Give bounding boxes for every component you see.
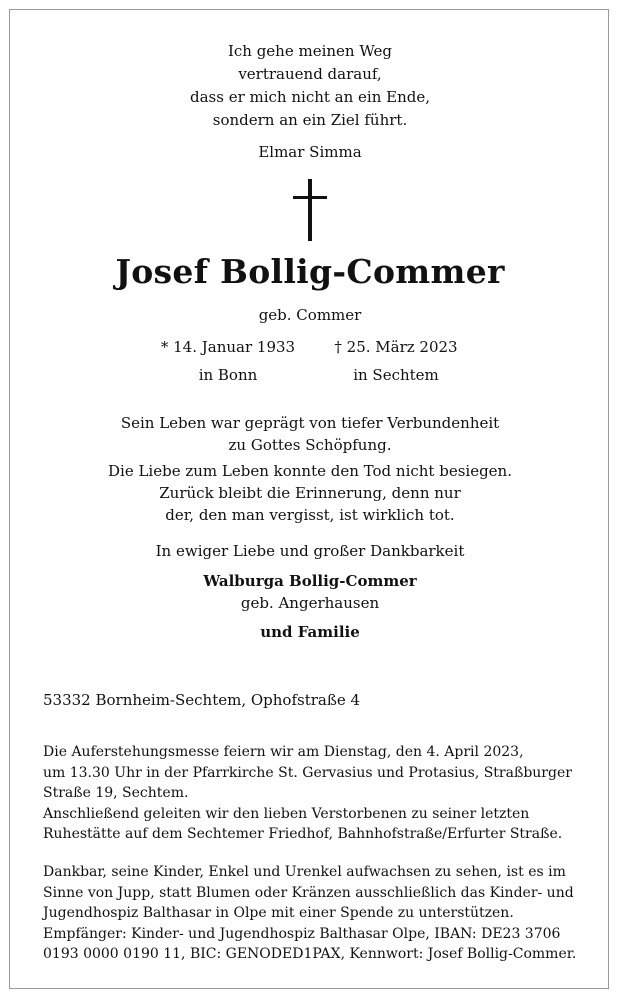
deceased-name: Josef Bollig-Commer: [115, 252, 505, 291]
text-line: Die Liebe zum Leben konnte den Tod nicht besiegen.: [108, 462, 512, 480]
text-line: Sinne von Jupp, statt Blumen oder Kränzen ausschließlich das Kinder- und: [43, 884, 574, 901]
text-line: Die Auferstehungsmesse feiern wir am Dienstag, den 4. April 2023,: [43, 744, 524, 760]
birth-info: [158, 336, 298, 386]
death-info: [326, 336, 466, 386]
poem-author: Elmar Simma: [258, 143, 362, 161]
poem: [0, 40, 620, 132]
mourner-family: und Familie: [260, 623, 360, 641]
dedication-line: In ewiger Liebe und großer Dankbarkeit: [155, 542, 465, 560]
death-place: in Sechtem: [353, 366, 439, 384]
birth-date: * 14. Januar 1933: [160, 338, 296, 356]
poem-line: vertrauend darauf,: [238, 65, 382, 83]
text-line: zu Gottes Schöpfung.: [228, 436, 392, 454]
text-line: Ruhestätte auf dem Sechtemer Friedhof, Bahnhofstraße/Erfurter Straße.: [43, 826, 563, 842]
donation-info: [43, 862, 583, 965]
text-line: Dankbar, seine Kinder, Enkel und Urenkel aufwachsen zu sehen, ist es im: [43, 864, 566, 880]
death-date: † 25. März 2023: [334, 338, 458, 356]
cross-icon: [293, 179, 327, 241]
text-line: um 13.30 Uhr in der Pfarrkirche St. Gervasius und Protasius, Straßburger: [43, 764, 572, 781]
tribute-paragraph-1: [0, 412, 620, 456]
birth-place: in Bonn: [198, 366, 258, 384]
mourner-name: Walburga Bollig-Commer: [203, 572, 417, 590]
mourner-birth-name: geb. Angerhausen: [240, 594, 380, 612]
text-line: Zurück bleibt die Erinnerung, denn nur: [159, 484, 461, 502]
text-line: der, den man vergisst, ist wirklich tot.: [165, 506, 455, 524]
text-line: Straße 19, Sechtem.: [43, 785, 189, 801]
poem-line: Ich gehe meinen Weg: [227, 42, 393, 60]
tribute-paragraph-2: [0, 460, 620, 526]
poem-line: sondern an ein Ziel führt.: [212, 111, 408, 129]
text-line: Anschließend geleiten wir den lieben Verstorbenen zu seiner letzten: [43, 805, 530, 822]
deceased-birth-name: geb. Commer: [258, 306, 362, 324]
text-line: Empfänger: Kinder- und Jugendhospiz Balthasar Olpe, IBAN: DE23 3706: [43, 925, 561, 942]
text-line: 0193 0000 0190 11, BIC: GENODED1PAX, Kennwort: Josef Bollig-Commer.: [43, 946, 577, 962]
text-line: Sein Leben war geprägt von tiefer Verbundenheit: [120, 414, 500, 432]
service-info: [43, 742, 583, 845]
text-line: Jugendhospiz Balthasar in Olpe mit einer Spende zu unterstützen.: [43, 905, 514, 921]
address: 53332 Bornheim-Sechtem, Ophofstraße 4: [43, 691, 361, 709]
poem-line: dass er mich nicht an ein Ende,: [189, 88, 431, 106]
